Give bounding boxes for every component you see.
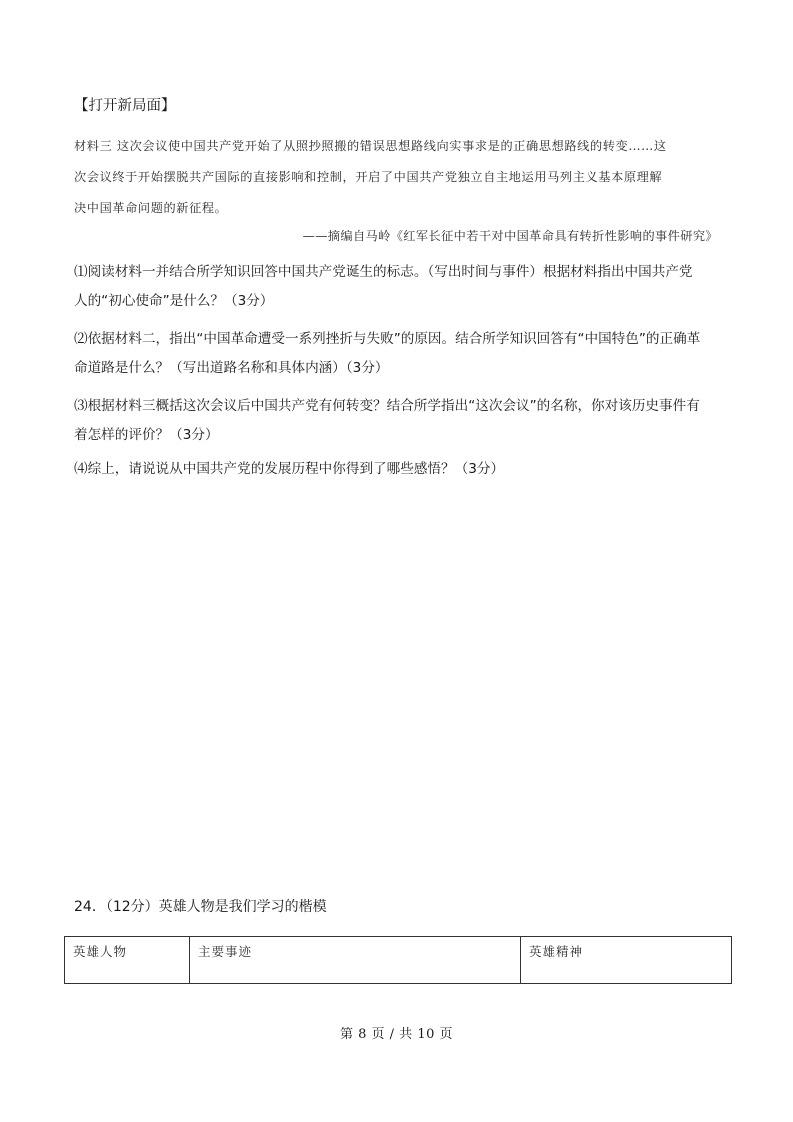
question-1 — [74, 258, 724, 316]
question-3 — [74, 392, 724, 450]
material-three — [74, 131, 720, 224]
header-main-deeds: 主要事迹 — [190, 937, 521, 984]
question-24-title: 24．（12分）英雄人物是我们学习的楷模 — [74, 899, 327, 915]
header-hero-spirit: 英雄精神 — [521, 937, 732, 984]
table-header-row — [65, 937, 732, 984]
material-line: 材料三 这次会议使中国共产党开始了从照抄照搬的错误思想路线向实事求是的正确思想路线的转变……这 — [74, 139, 667, 153]
question-line: ⑷综上，请说说从中国共产党的发展历程中你得到了哪些感悟？（3分） — [74, 461, 505, 477]
question-line: ⑵依据材料二，指出“中国革命遭受一系列挫折与失败”的原因。结合所学知识回答有“中国特色”的正确革 — [74, 331, 701, 347]
material-source: ——摘编自马岭《红军长征中若干对中国革命具有转折性影响的事件研究》 — [302, 229, 718, 243]
question-4 — [74, 455, 724, 484]
question-line: 人的“初心使命”是什么？（3分） — [74, 293, 274, 309]
header-hero-name: 英雄人物 — [65, 937, 190, 984]
hero-table — [64, 936, 732, 984]
material-line: 次会议终于开始摆脱共产国际的直接影响和控制，开启了中国共产党独立自主地运用马列主义基本原理解 — [74, 170, 663, 184]
section-heading: 【打开新局面】 — [74, 98, 176, 114]
material-line: 决中国革命问题的新征程。 — [74, 201, 228, 215]
question-line: 命道路是什么？（写出道路名称和具体内涵）（3分） — [74, 360, 389, 376]
page-number: 第 8 页 / 共 10 页 — [340, 1027, 453, 1042]
question-line: 着怎样的评价？（3分） — [74, 427, 219, 443]
question-line: ⑴阅读材料一并结合所学知识回答中国共产党诞生的标志。（写出时间与事件）根据材料指出中国共产党 — [74, 264, 693, 280]
question-2 — [74, 325, 724, 383]
question-line: ⑶根据材料三概括这次会议后中国共产党有何转变？结合所学指出“这次会议”的名称，你对该历史事件有 — [74, 398, 700, 414]
